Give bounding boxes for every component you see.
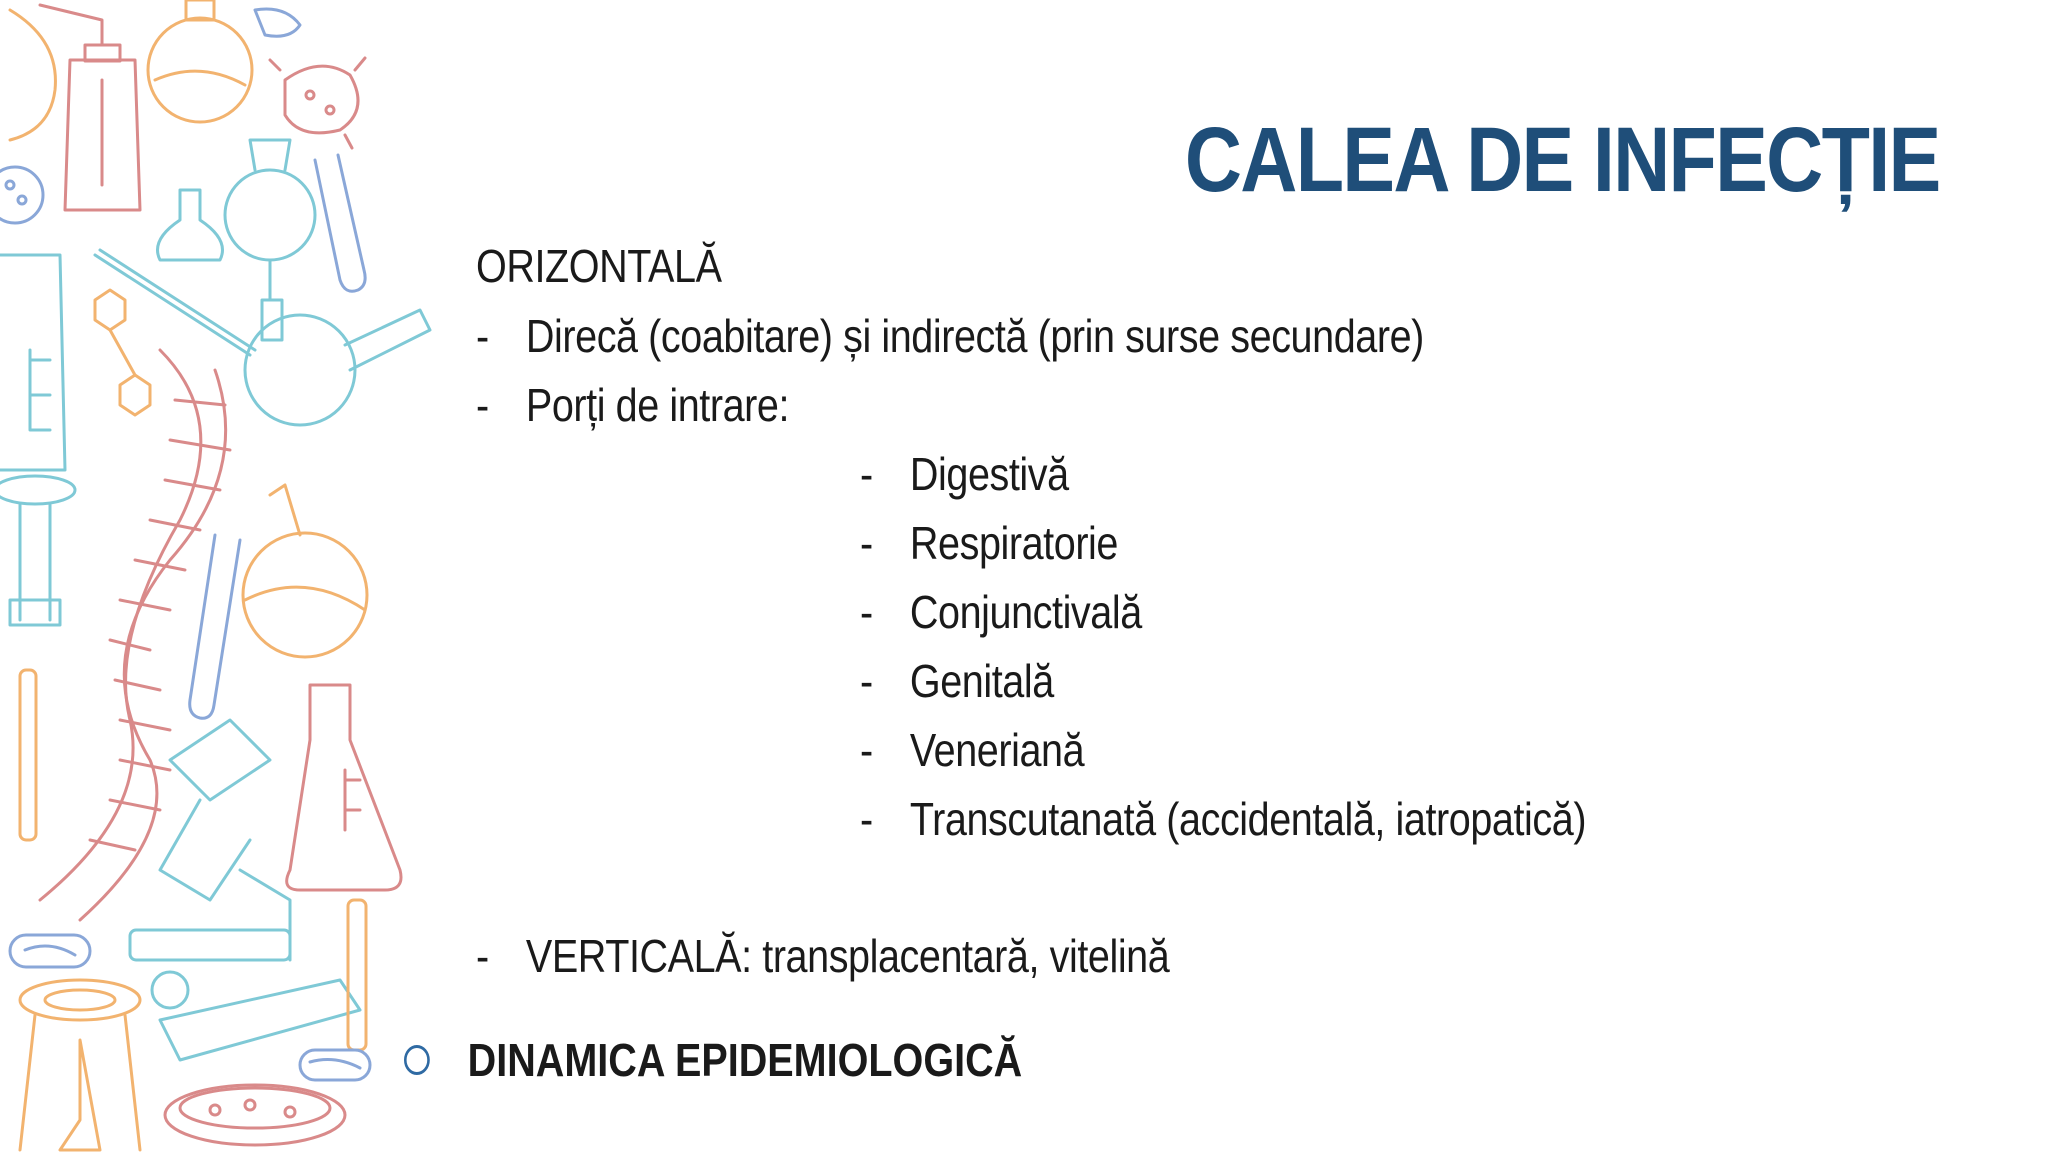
erlenmeyer-flask-small-icon [158,190,223,260]
test-tube-mid-icon [190,535,240,718]
next-section-heading [404,1030,1022,1090]
entry-port-item [860,720,1084,780]
test-tube-icon [315,155,365,291]
round-bottom-flask-icon [243,485,367,657]
dash-bullet: - [476,930,489,982]
test-tube-right-icon [348,900,366,1050]
entry-port-text: Transcutanată (accidentală, iatropatică) [909,793,1587,845]
list-item-text: Porți de intrare: [525,379,790,431]
ring-stand-icon [20,980,140,1150]
virus-icon [0,167,43,223]
molecule-icon [95,290,150,415]
tripod-stand-icon [0,476,75,625]
erlenmeyer-flask-icon [287,685,401,890]
dash-bullet: - [476,310,489,362]
entry-port-text: Veneriană [909,724,1085,776]
wash-bottle-icon [40,5,140,210]
vertical-text: VERTICALĂ: transplacentară, vitelină [525,930,1170,982]
circle-bullet-icon [404,1045,430,1075]
lab-doodle-decoration [0,0,460,1152]
dna-helix-icon [40,350,230,920]
bacteria-bottom-icon [10,935,90,967]
dash-bullet: - [860,517,873,569]
entry-port-item [860,651,1054,711]
petri-dish-icon [165,1085,345,1145]
dash-bullet: - [476,379,489,431]
entry-port-item [860,582,1142,642]
vertical-item [476,926,1169,986]
separatory-funnel-icon [225,140,430,425]
entry-port-text: Genitală [909,655,1054,707]
microbe-icon [255,9,300,36]
entry-port-item [860,513,1118,573]
list-item [476,375,789,435]
bacteria-icon [270,58,365,148]
bacterium-right-icon [300,1050,370,1080]
dash-bullet: - [860,448,873,500]
entry-port-item [860,444,1069,504]
dash-bullet: - [860,793,873,845]
boiling-flask-icon [148,0,252,122]
list-item [476,306,1424,366]
round-flask-icon [10,10,55,140]
entry-port-text: Respiratorie [909,517,1118,569]
beaker-icon [0,255,65,470]
dash-bullet: - [860,724,873,776]
slide-title: CALEA DE INFECȚIE [1185,109,1940,211]
dash-bullet: - [860,655,873,707]
test-tube-orange-icon [20,670,36,840]
entry-port-text: Conjunctivală [909,586,1142,638]
entry-port-item [860,789,1586,849]
list-item-text: Direcă (coabitare) și indirectă (prin surse secundare) [525,310,1424,362]
horizontal-heading: ORIZONTALĂ [476,240,722,292]
next-section-text: DINAMICA EPIDEMIOLOGICĂ [467,1034,1023,1086]
pipette-icon [95,250,255,355]
dash-bullet: - [860,586,873,638]
entry-port-text: Digestivă [909,448,1069,500]
